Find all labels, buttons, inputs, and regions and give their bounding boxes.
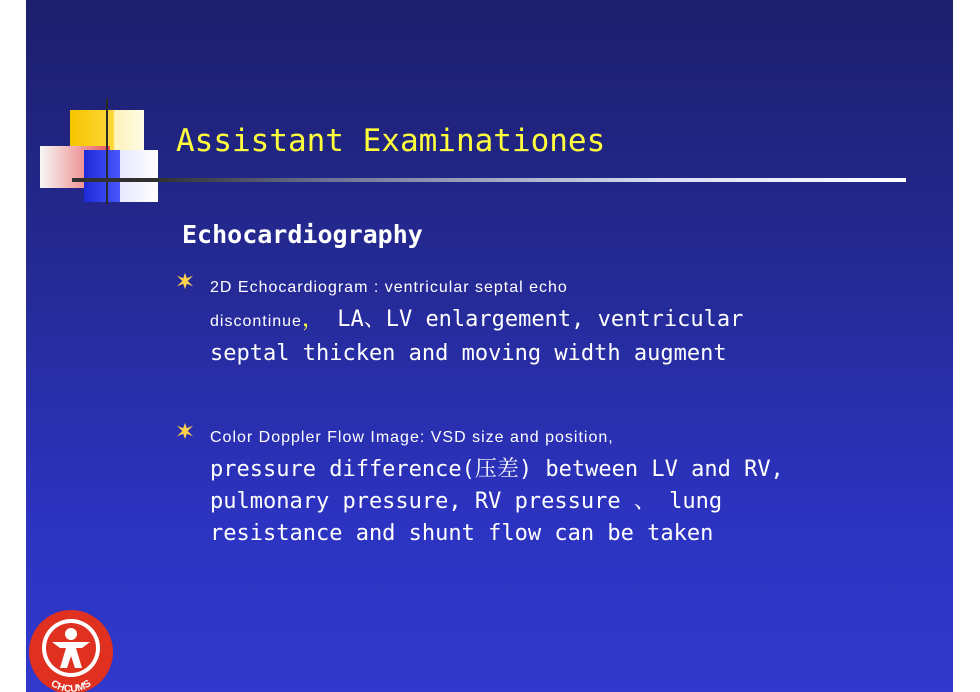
bullet-line [210, 304, 936, 338]
bullet-line [210, 338, 936, 370]
bullet-line [210, 454, 936, 486]
decor-blue-square [84, 150, 124, 202]
star-bullet-icon [176, 272, 194, 290]
bullet-text-small: Color Doppler Flow Image: VSD size and position, [210, 429, 614, 446]
bullet-line [210, 270, 936, 304]
bullet-text-large: pulmonary pressure, RV pressure 、 lung [210, 489, 723, 514]
bullet-line [210, 486, 936, 518]
logo-text: CHCUMS [48, 678, 94, 692]
bullet-text-small: 2D Echocardiogram : ventricular septal echo [210, 279, 568, 296]
bullet-separator: ， [301, 307, 324, 332]
bullet-text-large: septal thicken and moving width augment [210, 341, 727, 366]
bullet-item [176, 420, 936, 550]
bullet-text-large: pressure difference(压差) between LV and RV, [210, 457, 784, 482]
slide-title: Assistant Examinationes [176, 123, 606, 159]
bullet-line [210, 420, 936, 454]
star-bullet-icon [176, 422, 194, 440]
title-underline [72, 178, 906, 182]
slide-subtitle: Echocardiography [182, 220, 423, 249]
bullet-list [176, 270, 936, 550]
decor-vertical-line [106, 98, 108, 204]
bullet-text-small: discontinue [210, 313, 302, 330]
bullet-text-large: LA、LV enlargement, ventricular [323, 307, 744, 332]
bullet-item [176, 270, 936, 370]
person-logo-icon [26, 608, 116, 692]
bullet-line [210, 518, 936, 550]
decor-white-square [120, 150, 158, 202]
slide [26, 0, 953, 692]
bullet-text-large: resistance and shunt flow can be taken [210, 521, 714, 546]
